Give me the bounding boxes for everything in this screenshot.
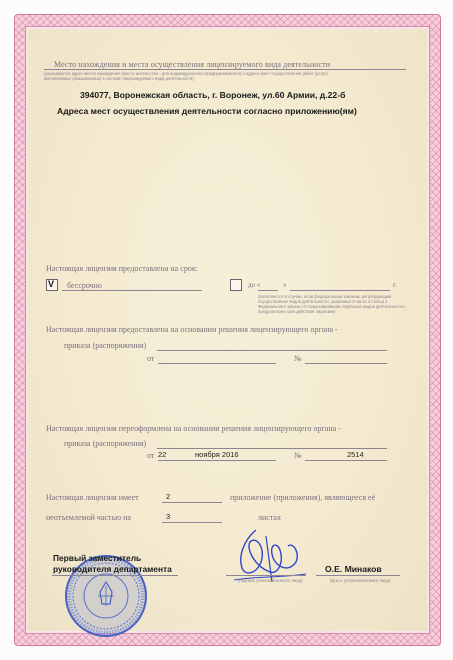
basis-number-line: [305, 363, 387, 364]
basis-line1: Настоящая лицензия предоставлена на основании решения лицензирующего органа -: [46, 325, 338, 334]
header-note-line2: выполняемых (оказываемых) в составе лицензируемого вида деятельности): [44, 76, 194, 81]
signer-position-line2: руководителя департамента: [53, 564, 172, 574]
until-day-line: [258, 290, 278, 291]
appendix-line1-prefix: Настоящая лицензия имеет: [46, 493, 139, 502]
basis-num-label: №: [294, 354, 302, 363]
address-line2: Адреса мест осуществления деятельности согласно приложению(ям): [57, 106, 357, 116]
until-suffix: г.: [393, 281, 397, 289]
reissue-number: 2514: [347, 450, 364, 459]
position-underline: [52, 575, 178, 576]
reissue-day: 22: [158, 450, 167, 459]
header-underline: [44, 69, 406, 70]
indefinite-label: бессрочно: [67, 281, 102, 290]
name-underline: [316, 575, 400, 576]
appendix-count: 2: [166, 492, 171, 501]
name-caption: (ф.и.о. уполномоченного лица): [330, 578, 391, 583]
basis-order-line: [157, 350, 387, 351]
basis-line2: приказа (распоряжения): [64, 341, 147, 350]
reissue-number-line: [305, 460, 387, 461]
basis-date-line: [158, 363, 276, 364]
reissue-month-year: ноября 2016: [195, 450, 239, 459]
appendix-count-line: [162, 502, 222, 503]
address-line1: 394077, Воронежская область, г. Воронеж, ул.60 Армии, д.22-б: [80, 90, 346, 100]
signer-position-line1: Первый заместитель: [53, 553, 142, 563]
until-month-line: [290, 290, 390, 291]
until-prefix: до «: [248, 281, 261, 289]
signature-caption: (подпись уполномоченного лица): [238, 578, 303, 583]
term-note-1: (заполняется в случае, если федеральным законом, регулирующим: [258, 294, 391, 299]
signature-underline: [226, 575, 306, 576]
reissue-date-line: [158, 460, 276, 461]
indefinite-underline: [62, 290, 202, 291]
until-checkbox[interactable]: [230, 279, 242, 291]
term-label: Настоящая лицензия предоставлена на срок:: [46, 264, 198, 273]
until-mid: »: [283, 281, 287, 289]
reissue-line1: Настоящая лицензия переоформлена на основании решения лицензирующего органа -: [46, 424, 341, 433]
term-note-3: Федерального закона «О лицензировании отдельных видов деятельности»,: [258, 304, 407, 309]
indefinite-checkbox[interactable]: [46, 279, 58, 291]
reissue-from-label: от: [147, 451, 155, 460]
reissue-line2: приказа (распоряжения): [64, 439, 147, 448]
term-note-2: осуществление видов деятельности, указанных в части 4 статьи 1: [258, 299, 388, 304]
appendix-sheets-line: [162, 522, 222, 523]
signer-name: О.Е. Минаков: [325, 564, 382, 574]
appendix-line2-prefix: неотъемлемой частью на: [46, 513, 131, 522]
basis-from-label: от: [147, 354, 155, 363]
term-note-4: предусмотрен срок действия лицензии): [258, 309, 336, 314]
header-note-line1: (указываются адрес места нахождения (место жительства - для индивидуального предпринимателя) и адреса мест осуществления работ (услуг): [44, 71, 328, 76]
reissue-num-label: №: [294, 451, 302, 460]
header-title: Место нахождения и места осуществления лицензируемого вида деятельности: [54, 60, 331, 69]
reissue-order-line: [157, 448, 387, 449]
appendix-sheets: 3: [166, 512, 171, 521]
appendix-line2-suffix: листах: [258, 513, 281, 522]
appendix-line1-suffix: приложение (приложения), являющееся её: [230, 493, 376, 502]
checkbox-mark: V: [48, 279, 55, 289]
